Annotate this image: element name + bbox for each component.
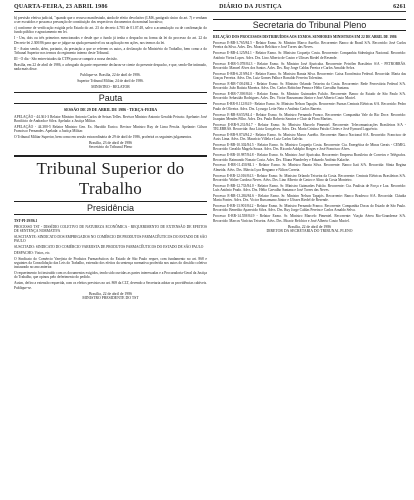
process-entry: Processo E-RR-3.765/84.5 - Relator Exmo. Sr. Ministro Marco Aurélio. Recorrente: Banco do Brasil S/A. Recorrido: José Carlos Pereira da Silva. Advs. Drs. Moacir Belchior e José Torres das Neves. xyxy=(213,41,406,50)
process-entry: Processo E-RR-7.390/84.6 - Relator Exmo. Sr. Ministro Guimarães Falcão. Recorrente: Banco do Estado de São Paulo S/A. Recorrido: Sebastião Rodrigues. Advs. Drs. Victor Russomano Júnior e José Alberto Couto Maciel. xyxy=(213,92,406,101)
signature: MINISTRO - RELATOR xyxy=(91,84,130,89)
session-secretary: Secretário do Tribunal Pleno xyxy=(88,145,133,150)
distribution-intro: RELAÇÃO DOS PROCESSOS DISTRIBUÍDOS AOS EXMOS. SENHORES MINISTROS EM 22 DE ABRIL DE 1986 xyxy=(213,35,397,40)
process-number: TST-PI-29/86.1 xyxy=(14,218,38,223)
process-entry: Processo E-RR-5.078/84.3 - Relator Exmo. Sr. Ministro José Ajuricaba. Recorrente: Petróleo Brasileiro S/A - PETROBRÁS. Recorrido: Manoel Alves dos Santos. Advs. Drs. Ruy Jorge Caldas Pereira e Carlos Arnaldo Selva. xyxy=(213,61,406,70)
paragraph: I - Um, dois ou três primeiros mencionados e desde que o fundo já tenha o despacho na forma da lei do processo do art. 22 do Decreto-lei 2.300/86 para que se julgue na ajuda presumível ou na aplicação em ações, nos termos da lei. xyxy=(14,36,207,45)
process-entry: Processo E-RR-4.125/84.1 - Relator Exmo. Sr. Ministro Coqueijo Costa. Recorrente: Companhia Siderúrgica Nacional. Recorrido: Antônio Vieira Lopes. Advs. Drs. Lino Alberto de Castro e Ulisses Riedel de Resende. xyxy=(213,51,406,60)
left-column xyxy=(14,16,207,300)
closing-signature: DIRETOR DA SECRETARIA DO TRIBUNAL PLENO xyxy=(266,228,353,233)
section-title-pauta: Pauta xyxy=(14,92,207,104)
process-entry: Processo E-RR-7.004/84.2 - Relator Exmo. Sr. Ministro Orlando Teixeira da Costa. Recorrente: Rede Ferroviária Federal S/A. Recorrido: João Batista Moreira. Advs. Drs. Carlos Robichez Penna e Hélio Carvalho Santana. xyxy=(213,81,406,91)
process-line: SUSCITADO: SINDICATO DO COMÉRCIO VAREJISTA DE PRODUTOS FARMACÊUTICOS DO ESTADO DE SÃO PAULO xyxy=(14,244,204,249)
process-entry: Processo E-RR-13.284/84.6 - Relator Exmo. Sr. Ministro Nelson Tapajós. Recorrente: Banco Bradesco S/A. Recorrida: Cláudia Maria Fontes. Advs. Drs. Victor Russomano Júnior e Ulisses Riedel de Resende. xyxy=(213,194,406,203)
tst-signer: MINISTRO PRESIDENTE DO TST xyxy=(82,295,139,300)
process-entry: Processo E-RR-14.558/84.9 - Relator Exmo. Sr. Ministro Marcelo Pimentel. Recorrente: Viação Aérea Rio-Grandense S/A. Recorrido: Marcos Vinícius Teixeira. Advs. Drs. Moacir Belchior e José Alberto Couto Maciel. xyxy=(213,214,406,223)
closing-date: Brasília, 22 de abril de 1986 xyxy=(287,224,332,229)
paragraph: Assim, defiro a extensão requerida, com os efeitos previstos no art. 869 da CLT, devendo a Secretaria adotar as providências cabíveis. Publique-se. xyxy=(14,281,207,290)
tst-signoff-date: Brasília, 22 de abril de 1986 xyxy=(88,291,133,296)
session-note: O Tribunal Militar Superior, bem como em sessão extraordinária de 29 de abril de 1986, proferirá os seguintes julgamentos. xyxy=(14,134,193,139)
section-title-secretaria: Secretaria do Tribunal Pleno xyxy=(213,19,406,31)
paragraph: Publique-se. Brasília, 22 de abril de 1986. xyxy=(80,72,141,77)
paragraph: Superior Tribunal Militar, 24 de abril de 1986. xyxy=(77,78,144,83)
paragraph: III - O dia - São entrevistados da CTPS para se cumprir a nossa decisão. xyxy=(14,56,118,61)
paragraph: b) previsão efetiva judicial, "quando que o recurso manifestado, ainda de efeito devolutivo (LMS, parágrafo único do art. 7) e venham a ser excutidos e possam a presunção de constituição dos respectivos documentos da nominal lucrativa; xyxy=(14,16,207,25)
header-date: QUARTA-FEIRA, 23 ABRIL 1986 xyxy=(14,4,108,10)
pauta-subtitle: SESSÃO DE 29 DE ABRIL DE 1986 - TERÇA-FEIRA xyxy=(63,107,158,113)
process-line: DESPACHO: Vistos, etc. xyxy=(14,250,51,255)
page-header xyxy=(14,4,406,12)
paragraph: O requerimento foi instruído com os documentos exigidos, tendo sido ouvidas as partes interessadas e a Procuradoria-Geral da Justiça do Trabalho, que opinou pelo deferimento do pedido. xyxy=(14,271,207,280)
right-column xyxy=(213,16,406,300)
session-date: Brasília, 23 de abril de 1986 xyxy=(88,140,133,145)
process-entry: Processo E-RR-12.733/84.0 - Relator Exmo. Sr. Ministro Guimarães Falcão. Recorrente: Cia. Paulista de Força e Luz. Recorrido: Luís Antônio Prado. Advs. Drs. Hélio Carvalho Santana e José Torres das Neves. xyxy=(213,183,406,193)
process-entry: Processo E-RR-8.655/84.4 - Relator Exmo. Sr. Ministro Fernando Franco. Recorrente: Companhia Vale do Rio Doce. Recorrido: Joaquim Mendes Filho. Advs. Drs. Paulo Roberto Saraiva e Clair da Flora Martins. xyxy=(213,112,406,121)
process-entry: Processo E-RR-9.231/84.7 - Relator Exmo. Sr. Ministro Marcelo Pimentel. Recorrente: Telecomunicações Brasileiras S/A - TELEBRÁS. Recorrida: Ana Lúcia Gonçalves. Advs. Drs. Maria Cristina Paixão Côrtes e José Eymard Loguércio. xyxy=(213,122,406,131)
paragraph: Brasília, em 22 de abril de 1986, o advogado da parte requerente declarou-se ciente do presente despacho, e que, sendo-lhe intimado, nada mais disse. xyxy=(14,62,207,71)
pauta-item: APELAÇÃO - 44.380-5 Relator Ministro Gen. Ex. Haroldo Eurico. Revisor Ministro Ruy de Lima Pessôa. Apelante: Gilson Francisco Fernandes. Apelada: a Justiça Militar. xyxy=(14,124,207,133)
process-line: PROCESSO TST - DISSÍDIO COLETIVO DE NATUREZA ECONÔMICA - REQUERIMENTO DE EXTENSÃO DE EFEITOS DE SENTENÇA NORMATIVA xyxy=(14,224,207,233)
process-entry: Processo E-RR-11.450/84.1 - Relator Exmo. Sr. Ministro Barata Silva. Recorrente: Banco Itaú S/A. Recorrida: Sônia Regina Almeida. Advs. Drs. Márcia Lyra Bergamo e Nilton Correia. xyxy=(213,163,406,172)
process-entry: Processo E-RR-10.302/84.5 - Relator Exmo. Sr. Ministro Coqueijo Costa. Recorrente: Cia. Energética de Minas Gerais - CEMIG. Recorrido: Geraldo Magela Souza. Advs. Drs. Ricardo Adolpho Borges e José Francisco Alves. xyxy=(213,143,406,152)
paragraph: c) conforme de verificação exigida pelo Estado do art. 23 do decreto 4.783 de 01.07.48, salvo a acumulação ou de confirmação do fundo público e agraciamento em lei. xyxy=(14,26,207,35)
columns xyxy=(14,16,406,300)
process-entry: Processo E-RR-8.112/84.9 - Relator Exmo. Sr. Ministro Nelson Tapajós. Recorrente: Furnas Centrais Elétricas S/A. Recorrido: Pedro Paulo de Oliveira. Advs. Drs. Lycurgo Leite Neto e Antônio Carlos Barreto. xyxy=(213,102,406,111)
process-line: SUSCITANTE: SINDICATO DOS EMPREGADOS NO COMÉRCIO DE PRODUTOS FARMACÊUTICOS DO ESTADO DE SÃO PAULO xyxy=(14,234,207,244)
section-subtitle-presidencia: Presidência xyxy=(14,204,207,214)
pauta-item: APELAÇÃO - 44.361-3 Relator Ministro Antonio Carlos de Seixas Telles. Revisor Ministro Antonio Geraldo Peixoto. Apelante: José Bonifácio de Andrada e Silva. Apelada: a Justiça Militar. xyxy=(14,114,207,123)
process-entry: Processo E-RR-9.874/84.2 - Relator Exmo. Sr. Ministro Marco Aurélio. Recorrente: Banco Nacional S/A. Recorrido: Francisco de Assis Lima. Advs. Drs. Maurício Villela e Luiz Carlos Galvão. xyxy=(213,132,406,142)
process-entry: Processo E-RR-12.016/84.3 - Relator Exmo. Sr. Ministro Orlando Teixeira da Costa. Recorrente: Centrais Elétricas Brasileiras S/A. Recorrido: Walter Cardoso Neves. Advs. Drs. Lino Alberto de Castro e Alino da Costa Monteiro. xyxy=(213,173,406,182)
header-publication: DIÁRIO DA JUSTIÇA xyxy=(219,4,282,10)
process-entry: Processo E-RR-13.901/84.2 - Relator Exmo. Sr. Ministro Fernando Franco. Recorrente: Companhia Docas do Estado de São Paulo. Recorrido: Benedito Aparecido Silva. Advs. Drs. Ruy Jorge Caldas Pereira e Carlos Arnaldo Selva. xyxy=(213,204,406,213)
process-entry: Processo E-RR-6.219/84.0 - Relator Exmo. Sr. Ministro Barata Silva. Recorrente: Caixa Econômica Federal. Recorrida: Maria das Graças Ferreira. Advs. Drs. Luiz Gomes Palha e Ronaldo Ferreira Tolentino. xyxy=(213,71,406,81)
header-page-number: 6261 xyxy=(393,4,406,10)
paragraph: II - Assim sendo, além, portanto, da prestação a que se referem os autos, a declaração do Ministério do Trabalho, bem como a do Tribunal Superior nos termos do regimento interno deste Tribunal. xyxy=(14,46,207,55)
process-entry: Processo E-RR-10.987/84.8 - Relator Exmo. Sr. Ministro José Ajuricaba. Recorrente: Empresa Brasileira de Correios e Telégrafos. Recorrido: Raimundo Nonato Costa. Advs. Drs. Eliana Wanderley e Eduardo Antônio Kalache. xyxy=(213,153,406,162)
paragraph: O Sindicato do Comércio Varejista de Produtos Farmacêuticos do Estado de São Paulo requer, com fundamento no art. 868 e seguintes da Consolidação das Leis do Trabalho, extensão dos efeitos da sentença normativa proferida nos autos do dissídio coletivo instaurado no ano anterior. xyxy=(14,256,207,270)
section-title-tst: Tribunal Superior do Trabalho xyxy=(14,155,207,202)
